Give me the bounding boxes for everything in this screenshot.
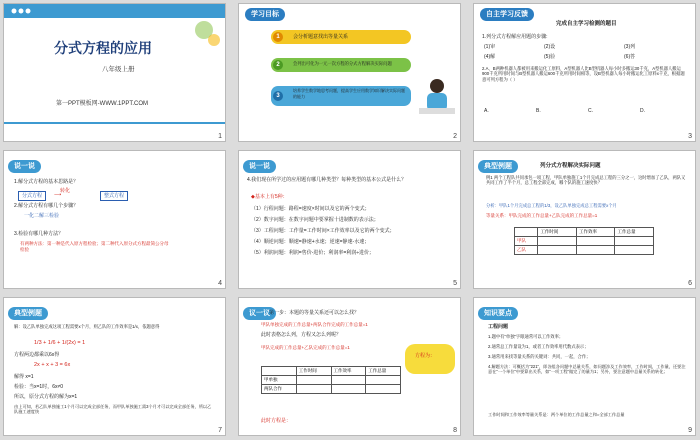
table-cell: [366, 376, 401, 385]
table-header: 工作时间: [296, 367, 331, 376]
goal-text: 会列出可化为一元一次方程的分式方程解决实际问题: [293, 61, 392, 66]
goal-3-number: 3: [273, 91, 283, 101]
flow-end: 整式方程: [100, 191, 128, 201]
conclusion-text: 所以，原分式方程的解为x=1: [14, 394, 78, 400]
table-cell: [615, 246, 654, 255]
slide-9[interactable]: [473, 297, 696, 436]
equation-relation: 甲队单独完成的工作总量+两队合作完成的工作总量=1: [261, 322, 368, 327]
type-item: （1）行程问题：路程=速度×时间以及它的两个变式；: [251, 206, 370, 212]
slide-number: 1: [218, 133, 222, 140]
slide-number: 7: [218, 427, 222, 434]
table-header: 工作总量: [615, 228, 654, 237]
section-tag: 学习目标: [245, 8, 285, 21]
question-4: 4.我们现在所学过的应用题有哪几种类型？每种类型的基本公式是什么？: [247, 177, 407, 183]
question-1: 1.解分式方程的基本思路是？: [14, 179, 79, 185]
equation-relation-2: 甲队完成的工作总量+乙队完成的工作总量=1: [261, 345, 350, 350]
table-header: [262, 367, 297, 376]
table-cell: [615, 237, 654, 246]
section-tag: 知识要点: [478, 307, 518, 320]
table-header: 工作效率: [576, 228, 615, 237]
section-tag: 典型例题: [8, 307, 48, 320]
slide-heading: 完成自主学习检测的题目: [556, 21, 617, 27]
knowledge-item: 4.解题方法：可概括为“221”，即各组各问题中总量关系，如问题涉及工作效率，工作时间，工作量，还要注意在“一个单位”中要算出关系，如“一项工程”做完了的量为1；另外，要注意题中总量关系的转化；: [488, 364, 686, 375]
goal-1-number: 1: [273, 32, 283, 42]
slide-heading: 列分式方程解决实际问题: [540, 163, 601, 169]
question-1: 1.列分式方程解应用题的步骤:: [482, 34, 548, 40]
type-item: （2）数字问题：在数字问题中要掌握十进制数的表示法；: [251, 217, 379, 223]
question-3: 3.检验有哪几种方法？: [14, 231, 64, 237]
goal-text: 培养学生数学地思考问题，提高学生应用数学知识解决实际问题的能力: [293, 88, 405, 99]
slide-6[interactable]: [473, 150, 696, 289]
work-table: [514, 227, 654, 255]
question-2: 2.A、B两种机器人都被用来搬运化工原料，A型机器人比B型机器人每小时多搬运30千克，A型机器人搬运900千克所用时间与B型机器人搬运600千克所用时间相等，设B型机器人每小时搬运化工原料x千克，根据题意可列方程为（ ）: [482, 66, 685, 82]
knowledge-item: 工作时间和工作效率等量关系是：两个单位的工作总量之和=全部工作总量: [488, 412, 625, 417]
type-item: （5）利润问题：利润=售价-进价；利润率=利润÷进价；: [251, 250, 375, 256]
answer-3: 有两种方法：第一种是代入原方程检验；第二种代入原分式方程最简公分母检验: [20, 241, 169, 252]
footer-text: 第一PPT模板网-WWW.1PPT.COM: [56, 101, 148, 107]
slide-number: 6: [688, 280, 692, 287]
table-cell: [331, 385, 366, 394]
step-1: (1)审: [484, 44, 496, 50]
table-row-label: 甲队: [515, 237, 538, 246]
slide-8[interactable]: [238, 297, 461, 436]
goal-2: [271, 58, 411, 72]
answer-2: 一化二解三检验: [24, 213, 60, 219]
option-a: A.: [484, 108, 489, 114]
slide-number: 4: [218, 280, 222, 287]
goal-2-number: 2: [273, 60, 283, 70]
table-header: 工作时间: [538, 228, 577, 237]
answer-text: 由上可知，若乙队单独施工1个月可以完成全部任务，而甲队单独施工需3个月才可以完成全部任务，所以乙队施工速度快: [14, 404, 212, 415]
work-table: [261, 366, 401, 394]
equation-relation: 等量关系：甲队完成的工作总量+乙队完成的工作总量=1: [486, 213, 598, 218]
footer-equation: 此时方程是：: [261, 418, 292, 424]
table-row-label: 甲单独: [262, 376, 297, 385]
table-header: 工作总量: [366, 367, 401, 376]
section-tag: 议一议: [243, 307, 276, 320]
slide-4[interactable]: [3, 150, 226, 289]
slide-2[interactable]: [238, 3, 461, 142]
equation-4: 解得 x=1: [14, 374, 34, 380]
table-cell: [538, 237, 577, 246]
equation-1: 1/3 + 1/6 + 1/(2x) = 1: [34, 340, 86, 346]
subheading: ◆基本上有5种：: [251, 194, 288, 200]
section-tag: 说一说: [8, 160, 41, 173]
goal-text: 会分析题意找出等量关系: [293, 34, 349, 40]
person-illustration-icon: [417, 76, 457, 121]
slide-number: 2: [453, 133, 457, 140]
section-tag: 典型例题: [478, 160, 518, 173]
check-text: 检验：当x=1时，6x≠0: [14, 384, 64, 390]
grade-label: 八年级上册: [102, 66, 135, 73]
knowledge-item: 3.通常用来找等量关系的关键词：共同，一起，合作；: [488, 354, 591, 359]
slide-7[interactable]: [3, 297, 226, 436]
slide-number: 3: [688, 133, 692, 140]
bubble-text: 方程为：: [415, 353, 436, 359]
option-c: C.: [588, 108, 593, 114]
flow-middle: 转化: [60, 188, 71, 194]
prompt-text: 此时表格怎么列，方程又怎么列呢？: [261, 332, 342, 338]
step-3: (3)列: [624, 44, 636, 50]
step-5: (5)验: [544, 54, 556, 60]
table-header: [515, 228, 538, 237]
step-4: (4)解: [484, 54, 496, 60]
option-b: B.: [536, 108, 541, 114]
table-row-label: 乙队: [515, 246, 538, 255]
slide-1[interactable]: [3, 3, 226, 142]
flow-arrow-icon: ⟶: [54, 192, 62, 198]
example-text: 例1 两个工程队共同承包一项工程，甲队单独施工1个月完成总工程的三分之一，这时增加了乙队，两队又共同工作了半个月，总工程全部完成，哪个队的施工速度快？: [486, 175, 686, 186]
slide-5[interactable]: [238, 150, 461, 289]
table-header: 工作效率: [331, 367, 366, 376]
slide-heading: 工程问题: [488, 324, 509, 330]
table-cell: [331, 376, 366, 385]
table-cell: [576, 246, 615, 255]
goal-3: [271, 86, 411, 106]
equation-2: 方程两边都乘以6x得: [14, 352, 60, 358]
step-2: (2)设: [544, 44, 556, 50]
question-2: 2.解分式方程有哪几个步骤？: [14, 203, 79, 209]
slide-title: 分式方程的应用: [54, 40, 152, 56]
slide-number: 8: [453, 427, 457, 434]
equation-3: 2x + x + 3 = 6x: [34, 362, 71, 368]
table-cell: [296, 385, 331, 394]
slide-number: 5: [453, 280, 457, 287]
option-d: D.: [640, 108, 645, 114]
solution-text: 解：设乙队单独完成这项工程需要x个月，则乙队的工作效率是1/x，依题意得: [14, 324, 160, 329]
type-item: （3）工程问题：工作量=工作时间×工作效率以及它的两个变式；: [251, 228, 395, 234]
knowledge-item: 2.通常总工作量设为1，或者工作效率用代数式表示；: [488, 344, 589, 349]
slide-3[interactable]: [473, 3, 696, 142]
question-text: 第一步：本题的等量关系还可以怎么找？: [269, 310, 360, 316]
table-row-label: 两队合作: [262, 385, 297, 394]
table-cell: [366, 385, 401, 394]
table-cell: [296, 376, 331, 385]
flow-start: 分式方程: [18, 191, 46, 201]
slide-number: 9: [688, 427, 692, 434]
step-6: (6)答: [624, 54, 636, 60]
knowledge-item: 1.题中有“单独”字眼通常可以工作效率；: [488, 334, 564, 339]
goal-1: [271, 30, 411, 44]
table-cell: [538, 246, 577, 255]
section-tag: 自主学习反馈: [480, 8, 534, 21]
analysis-text: 分析：甲队1个月完成总工程的1/3，设乙队单独完成总工程需要x个月: [486, 203, 617, 208]
table-cell: [576, 237, 615, 246]
section-tag: 说一说: [243, 160, 276, 173]
type-item: （4）顺逆问题：顺速=静速+水速；逆速=静速-水速；: [251, 239, 370, 245]
